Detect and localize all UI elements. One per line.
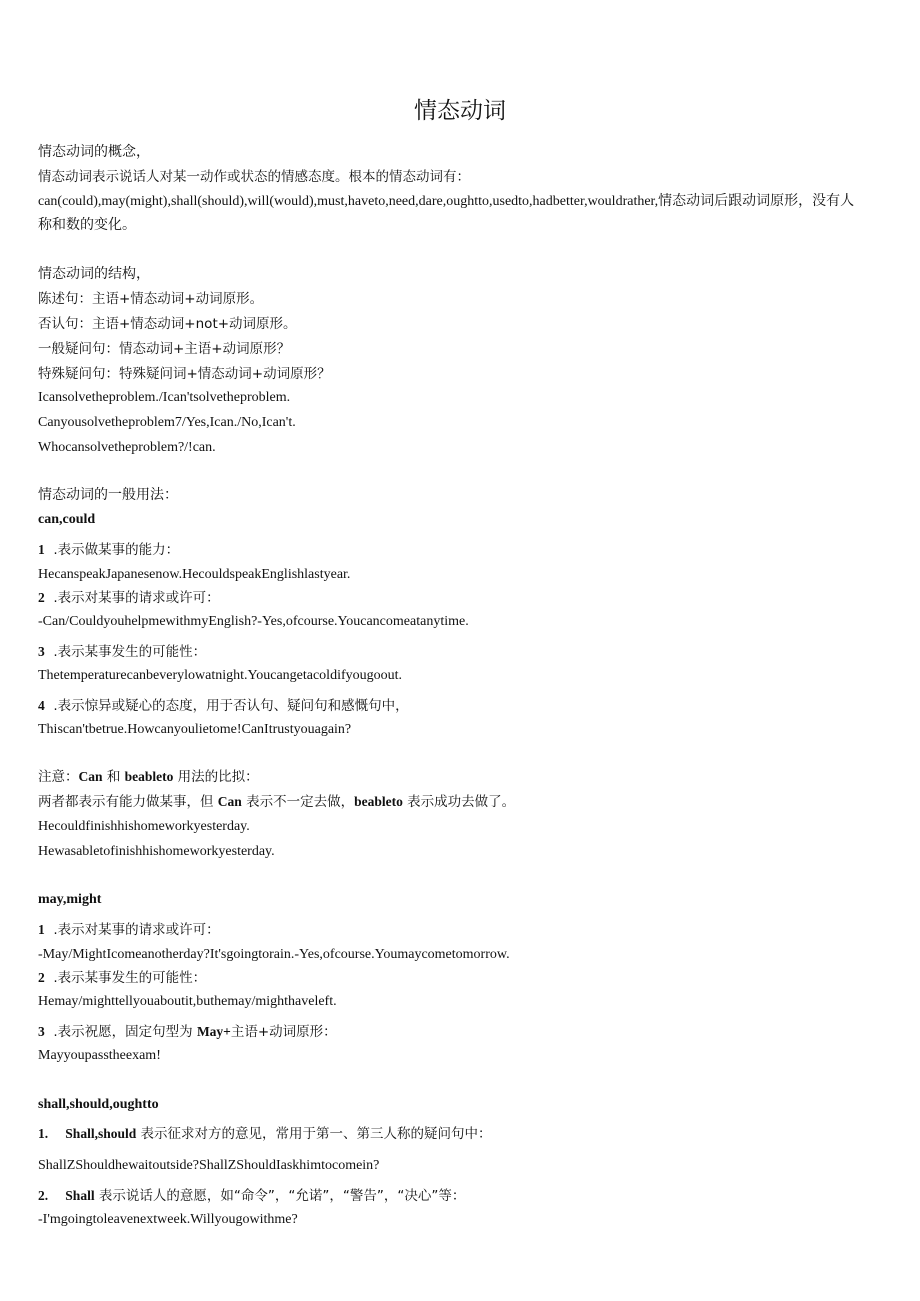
note-text: 注意： <box>38 769 79 785</box>
shall-example-2: -I'mgoingtoleavenextweek.Willyougowithme? <box>38 1212 298 1227</box>
note-text: 表示成功去做了。 <box>407 794 516 810</box>
may-item-2 <box>38 969 206 987</box>
may-example-3: Mayyoupasstheexam! <box>38 1048 161 1063</box>
can-example-4: Thiscan'tbetrue.Howcanyoulietome!CanItrustyouagain? <box>38 722 352 737</box>
note-text: 表示不一定去做， <box>246 794 355 810</box>
item-number: 1. <box>38 1126 49 1141</box>
note-line-1 <box>38 768 259 786</box>
item-text: .表示某事发生的可能性： <box>53 644 207 660</box>
note-keyword: beableto <box>354 794 403 809</box>
item-number: 3 <box>38 644 45 659</box>
item-number: 2 <box>38 590 45 605</box>
item-text: .表示祝愿，固定句型为 <box>53 1024 193 1040</box>
item-text: .表示做某事的能力： <box>53 542 180 558</box>
shall-item-1 <box>38 1125 492 1143</box>
can-item-1 <box>38 541 179 559</box>
item-text: 表示征求对方的意见，常用于第一、第三人称的疑问句中： <box>140 1126 492 1142</box>
structure-example: Icansolvetheproblem./Ican'tsolvetheproblem. <box>38 390 291 405</box>
can-example-1: HecanspeakJapanesenow.HecouldspeakEnglishlastyear. <box>38 567 351 582</box>
structure-item: 特殊疑问句：特殊疑问词+情态动词+动词原形？ <box>38 366 331 382</box>
item-text: .表示对某事的请求或许可： <box>53 590 220 606</box>
note-keyword: beableto <box>124 769 174 784</box>
structure-item: 陈述句：主语+情态动词+动词原形。 <box>38 291 264 307</box>
concept-line2: can(could),may(might),shall(should),will(would),must,haveto,need,dare,oughtto,usedto,hadbetter,wouldrather,情态动词后跟动词原形，没有人称和数的变化。 <box>38 194 855 233</box>
can-item-4 <box>38 697 409 715</box>
item-number: 1 <box>38 542 45 557</box>
item-text: .表示惊异或疑心的态度，用于否认句、疑问句和感慨句中， <box>53 698 409 714</box>
page-title: 情态动词 <box>414 98 506 124</box>
item-text: .表示某事发生的可能性： <box>53 970 207 986</box>
note-example-1: Hecouldfinishhishomeworkyesterday. <box>38 819 250 834</box>
item-number: 2. <box>38 1188 49 1203</box>
note-text: 两者都表示有能力做某事，但 <box>38 794 214 810</box>
note-keyword: Can <box>78 769 103 784</box>
item-text: .表示对某事的请求或许可： <box>53 922 220 938</box>
item-text: 主语+动词原形： <box>230 1024 337 1040</box>
note-text: 和 <box>106 769 121 785</box>
can-item-3 <box>38 643 206 661</box>
shall-example-1: ShallZShouldhewaitoutside?ShallZShouldIaskhimtocomein? <box>38 1158 380 1173</box>
item-number: 4 <box>38 698 45 713</box>
shall-should-heading: shall,should,oughtto <box>38 1097 159 1112</box>
can-could-heading: can,could <box>38 512 96 527</box>
structure-heading: 情态动词的结构， <box>38 266 150 282</box>
item-keyword: Shall,should <box>65 1126 137 1141</box>
can-example-2: -Can/CouldyouhelpmewithmyEnglish?-Yes,ofcourse.Youcancomeatanytime. <box>38 614 469 629</box>
concept-heading: 情态动词的概念， <box>38 144 150 160</box>
structure-item: 一般疑问句：情态动词+主语+动词原形？ <box>38 341 291 357</box>
structure-example: Canyousolvetheproblem7/Yes,Ican./No,Ican't. <box>38 415 296 430</box>
can-item-2 <box>38 589 220 607</box>
may-item-1 <box>38 921 220 939</box>
item-keyword: May+ <box>196 1024 231 1039</box>
may-example-2: Hemay/mighttellyouaboutit,buthemay/mighthaveleft. <box>38 994 337 1009</box>
may-might-heading: may,might <box>38 892 102 907</box>
note-example-2: Hewasabletofinishhishomeworkyesterday. <box>38 844 275 859</box>
structure-example: Whocansolvetheproblem?/!can. <box>38 440 216 455</box>
note-text: 用法的比拟： <box>177 769 259 785</box>
item-text: 表示说话人的意愿，如“命令”，“允诺”，“警告”，“决心”等： <box>98 1188 466 1204</box>
note-line-2 <box>38 793 515 811</box>
can-example-3: Thetemperaturecanbeverylowatnight.Youcangetacoldifyougoout. <box>38 668 403 683</box>
item-number: 3 <box>38 1024 45 1039</box>
usage-heading: 情态动词的一般用法： <box>38 487 178 503</box>
structure-item: 否认句：主语+情态动词+not+动词原形。 <box>38 316 297 332</box>
may-example-1: -May/MightIcomeanotherday?It'sgoingtorain.-Yes,ofcourse.Youmaycometomorrow. <box>38 947 510 962</box>
item-number: 2 <box>38 970 45 985</box>
may-item-3 <box>38 1023 337 1041</box>
shall-item-2 <box>38 1187 465 1205</box>
item-keyword: Shall <box>65 1188 95 1203</box>
concept-line1: 情态动词表示说话人对某一动作或状态的情感态度。根本的情态动词有： <box>38 169 470 185</box>
item-number: 1 <box>38 922 45 937</box>
note-keyword: Can <box>217 794 242 809</box>
